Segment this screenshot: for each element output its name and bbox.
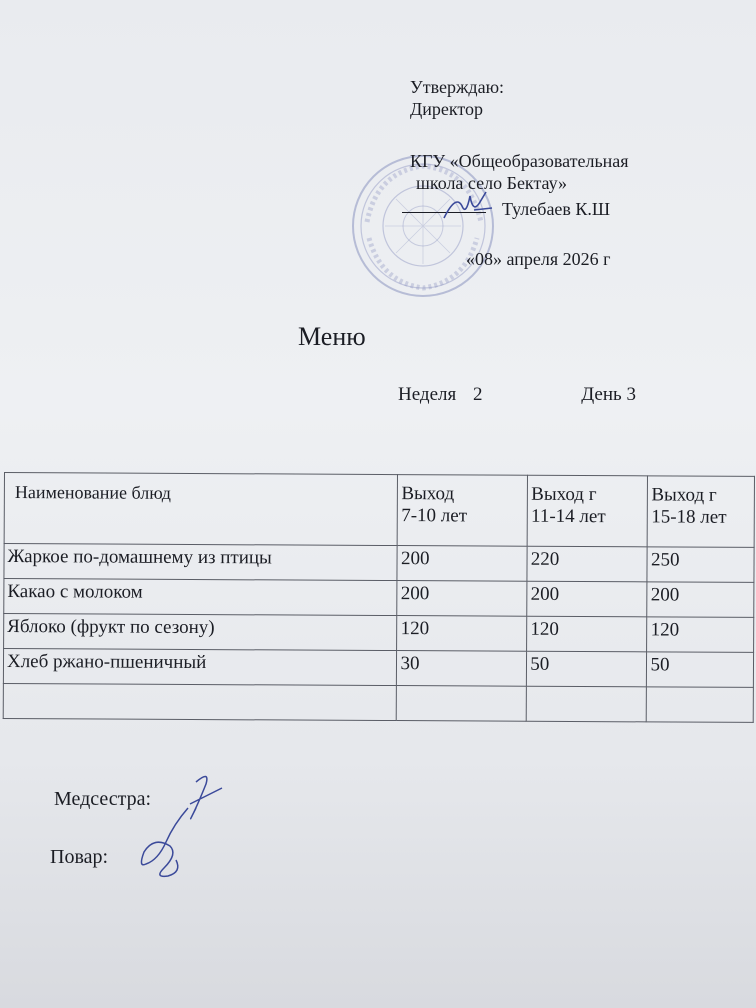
header-cell: Наименование блюд [4,473,398,546]
empty-cell [647,687,754,723]
portion-cell: 120 [527,616,647,652]
week-label: Неделя [398,384,457,405]
table-row-empty [3,683,753,722]
approval-line-school: школа село Бектау» [416,173,568,193]
portion-cell: 50 [527,651,647,687]
approval-date: «08» апреля 2026 г [466,249,611,269]
portion-cell: 220 [527,546,647,582]
portion-cell: 200 [397,581,527,617]
table-row [4,579,754,618]
empty-cell [397,686,527,722]
day-label: День 3 [581,384,636,405]
dish-name-cell: Яблоко (фрукт по сезону) [4,614,398,651]
week-value: 2 [472,384,483,405]
table-row [4,544,754,583]
portion-cell: 120 [397,616,527,652]
table-row [3,649,753,688]
menu-table [3,472,755,723]
header-cell: Выход г 11-14 лет [527,475,648,547]
portion-cell: 120 [647,617,754,653]
portion-cell: 200 [647,582,754,618]
table-row [4,614,754,653]
portion-cell: 250 [647,547,754,583]
approval-line-org: КГУ «Общеобразовательная [410,151,629,171]
director-signature [440,188,500,222]
empty-cell [3,683,397,720]
portion-cell: 30 [397,651,527,687]
page-title: Меню [298,322,366,351]
staff-signatures [118,764,238,890]
portion-cell: 200 [527,581,647,617]
dish-name-cell: Жаркое по-домашнему из птицы [4,544,398,581]
approval-signatory: Тулебаев К.Ш [502,199,611,219]
week-day-line [398,384,636,406]
approval-line-director: Директор [410,99,484,119]
nurse-label: Медсестра: [54,788,152,810]
header-cell: Выход г 15-18 лет [648,476,755,548]
header-cell: Выход 7-10 лет [398,475,528,547]
dish-name-cell: Какао с молоком [4,579,398,616]
portion-cell: 50 [647,652,754,688]
approval-line-approve: Утверждаю: [410,77,505,97]
dish-name-cell: Хлеб ржано-пшеничный [3,649,397,686]
portion-cell: 200 [397,546,527,582]
cook-label: Повар: [50,846,109,868]
empty-cell [526,686,646,722]
table-header-row [4,473,754,548]
